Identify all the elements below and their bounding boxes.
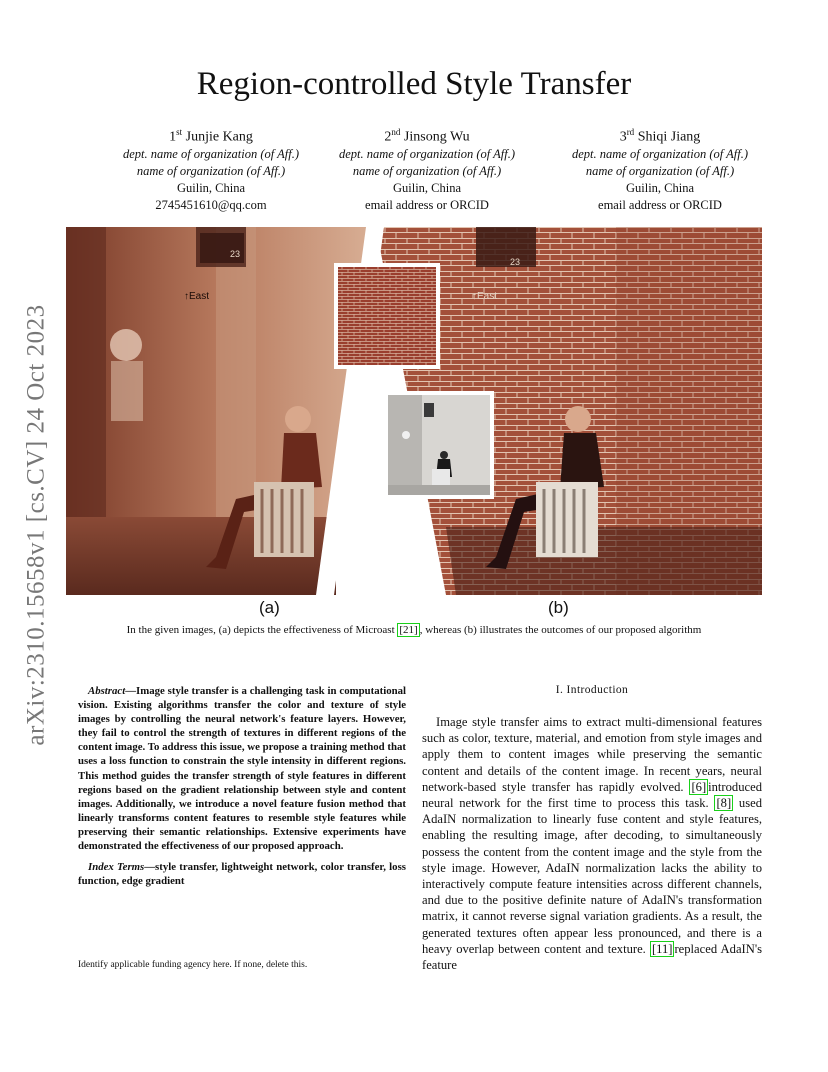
author-contact: 2745451610@qq.com: [155, 197, 267, 212]
figure-label-a: (a): [259, 598, 280, 617]
abstract-text: —Image style transfer is a challenging task in computational vision. Existing algorithms transfer the color and texture of style images by controlling the neural network's feature layers. However, they fail to control the strength of textures in different regions of the content image. To address this issue, we propose a training method that uses a loss function to constrain the style intensity in different regions. This method guides the transfer strength of style features in different regions based on the gradient relationship between style and content images. Additionally, we introduce a novel feature fusion method that linearly transforms content features to resemble style features while preserving their semantic relationships. Extensive experiments have demonstrated the effectiveness of our proposed approach.: [78, 685, 406, 853]
figure-label-b: (b): [548, 598, 569, 617]
sign-east-a: ↑East: [184, 291, 210, 302]
author-dept: dept. name of organization (of Aff.): [571, 146, 749, 161]
sign-number-a: 23: [230, 249, 241, 259]
teaser-figure-art: [66, 227, 762, 595]
index-terms-text: —style transfer, lightweight network, color transfer, loss function, edge gradient: [78, 861, 406, 888]
author-city: Guilin, China: [392, 180, 462, 195]
citation-link[interactable]: [11]: [651, 941, 673, 956]
author-contact: email address or ORCID: [365, 197, 489, 212]
citation-link[interactable]: [21]: [399, 624, 418, 636]
author-dept: dept. name of organization (of Aff.): [122, 146, 300, 161]
section-heading: I. Introduction: [555, 684, 629, 696]
author-org: name of organization (of Aff.): [585, 163, 735, 178]
author-block-2: [312, 124, 542, 214]
figure-caption: In the given images, (a) depicts the effectiveness of Microast [21] , whereas (b) illustrates the outcomes of our proposed algorithm: [126, 624, 702, 636]
author-org: name of organization (of Aff.): [352, 163, 502, 178]
author-block-1: [96, 124, 326, 214]
intro-paragraph: Image style transfer aims to extract multi-dimensional features such as color, texture, material, and emotion from style images and apply them to content images while preserving the semantic content and details of the content image. In recent years, neural network-based style transfer has rapidly evolved. [6] introduced neural network for the first time to process this task. [8] used AdaIN normalization to linearly fuse content and style features, enabling the resulting image, after decoding, to simultaneously possess the content from the content image and the style from the style image. However, AdaIN normalization lacks the ability to interactively compute feature intensities across different channels, and due to the positive definite nature of AdaIN's transformation matrix, it cannot reverse signal variation gradients. As a result, the generated textures often appear less pronounced, and there is a heavy overlap between content and texture. [11] replaced AdaIN's feature: [422, 715, 763, 973]
abstract-lead: Abstract: [88, 685, 126, 697]
arxiv-stamp: [22, 290, 52, 760]
paper-title: Region-controlled Style Transfer: [196, 66, 632, 102]
funding-note: Identify applicable funding agency here. If none, delete this.: [78, 960, 308, 970]
index-terms-lead: Index Terms: [88, 861, 145, 874]
author-dept: dept. name of organization (of Aff.): [338, 146, 516, 161]
author-name-line: 1st Junjie Kang: [169, 127, 253, 145]
sign-east-b: ↑East: [472, 291, 498, 302]
teaser-figure: [66, 227, 762, 595]
author-name-line: 3rd Shiqi Jiang: [619, 127, 701, 145]
citation-link[interactable]: [8]: [716, 796, 732, 811]
sign-number-b: 23: [510, 257, 521, 267]
author-city: Guilin, China: [176, 180, 246, 195]
abstract: [78, 684, 406, 888]
author-contact: email address or ORCID: [598, 197, 722, 212]
author-name-line: 2nd Jinsong Wu: [384, 127, 470, 145]
author-city: Guilin, China: [625, 180, 695, 195]
citation-link[interactable]: [6]: [691, 779, 707, 794]
arxiv-stamp-text: arXiv:2310.15658v1 [cs.CV] 24 Oct 2023: [23, 304, 51, 746]
author-org: name of organization (of Aff.): [136, 163, 286, 178]
author-block-3: [545, 124, 775, 214]
